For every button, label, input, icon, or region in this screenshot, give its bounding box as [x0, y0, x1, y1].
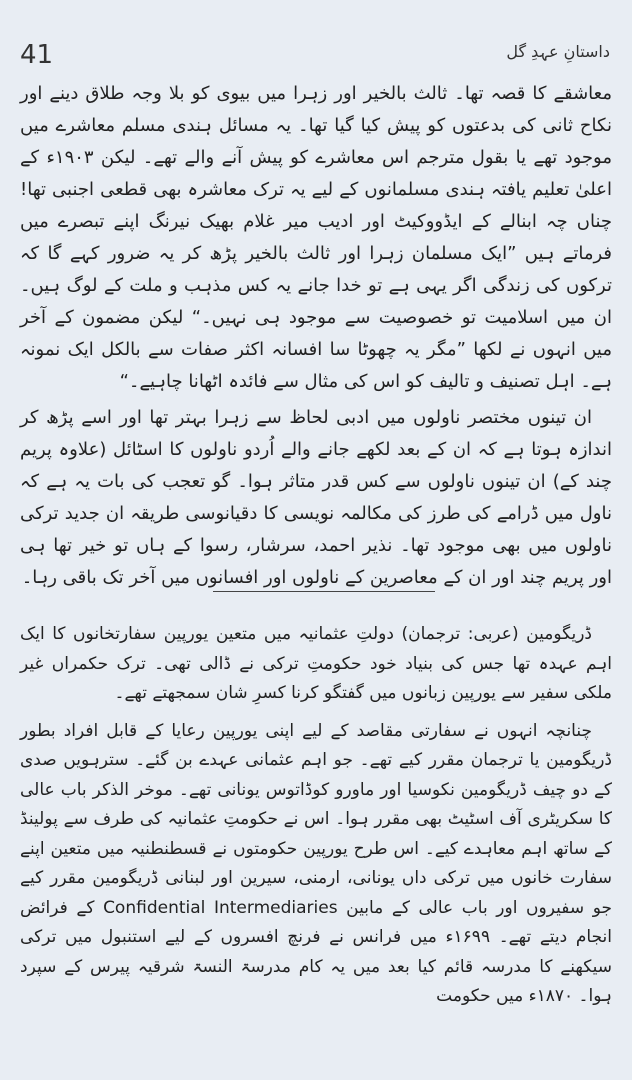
- page-number: 41: [20, 40, 54, 70]
- footnote-paragraph-2: چنانچہ انہوں نے سفارتی مقاصد کے لیے اپنی یورپین رعایا کے قابل افراد بطور ڈریگومین یا ترجمان مقرر کیے تھے۔ جو اہم عثمانی عہدے بن گئے۔ سترہویں صدی کے دو چیف ڈریگومین نکوسیا اور ماورو کوڈاتوس یونانی تھے۔ موخر الذکر باب عالی کا سکریٹری آف اسٹیٹ بھی مقرر ہوا۔ اس نے حکومتِ عثمانیہ کی طرف سے پولینڈ کے ساتھ اہم معاہدے کیے۔ اس طرح یورپین حکومتوں نے قسطنطنیہ میں متعین اپنے سفارت خانوں میں ترکی داں یونانی، ارمنی، سیرین اور لبنانی ڈریگومین مقرر کیے جو سفیروں اور باب عالی کے مابین Confidential Intermediaries کے فرائض انجام دیتے تھے۔ ۱۶۹۹ء میں فرانس نے فرنچ افسروں کے لیے استنبول میں ترکی سیکھنے کا مدرسہ قائم کیا بعد میں یہ کام مدرسۃ النسۃ شرقیہ پیرس کے سپرد ہوا۔ ۱۸۷۰ء میں حکومت: [20, 720, 613, 1006]
- footnote: [20, 620, 612, 1020]
- main-text: [20, 78, 612, 598]
- main-paragraph-1: معاشقے کا قصہ تھا۔ ثالث بالخیر اور زہرا میں بیوی کو بلا وجہ طلاق دینے اور نکاح ثانی کی بدعتوں کو پیش کیا گیا تھا۔ یہ مسائل ہندی مسلم معاشرے میں موجود تھے یا بقول مترجم اس معاشرے کو پیش آنے والے تھے۔ لیکن ۱۹۰۳ء کے اعلیٰ تعلیم یافتہ ہندی مسلمانوں کے لیے یہ ترک معاشرہ بھی قطعی اجنبی تھا! چناں چہ ابنالے کے ایڈووکیٹ اور ادیب میر غلام بھیک نیرنگ اپنے تبصرے میں فرماتے ہیں ”ایک مسلمان زہرا اور ثالث بالخیر پڑھ کر یہ ضرور کہے گا کہ ترکوں کی زندگی اگر یہی ہے تو خدا جانے یہ کس مذہب و ملت کے لوگ ہیں۔ ان میں اسلامیت تو خصوصیت سے موجود ہی نہیں۔“ لیکن مضمون کے آخر میں انہوں نے لکھا ”مگر یہ چھوٹا سا افسانہ اکثر صفات سے بالکل ایک نمونہ ہے۔ اہل تصنیف و تالیف کو اس کی مثال سے فائدہ اٹھانا چاہیے۔“: [20, 83, 612, 392]
- footnote-paragraph-1: ڈریگومین (عربی: ترجمان) دولتِ عثمانیہ میں متعین یورپین سفارتخانوں کا ایک اہم عہدہ تھا جس کی بنیاد خود حکومتِ ترکی نے ڈالی تھی۔ ترک حکمراں غیر ملکی سفیر سے یورپین زبانوں میں گفتگو کرنا کسرِ شان سمجھتے تھے۔: [20, 624, 612, 703]
- footnote-divider: [213, 591, 435, 592]
- main-paragraph-2: ان تینوں مختصر ناولوں میں ادبی لحاظ سے زہرا بہتر تھا اور اسے پڑھ کر اندازہ ہوتا ہے کہ ان کے بعد لکھے جانے والے اُردو ناولوں کا اسٹائل (علاوہ پریم چند کے) ان تینوں ناولوں سے کس قدر متاثر ہوا۔ گو تعجب کی بات یہ ہے کہ ناول میں ڈرامے کی طرز کی مکالمہ نویسی کا دقیانوسی طریقہ ان جدید ترکی ناولوں میں بھی موجود تھا۔ نذیر احمد، سرشار، رسوا کے ہاں تو خیر تھا ہی اور پریم چند اور ان کے معاصرین کے ناولوں اور افسانوں میں آخر تک باقی رہا۔: [20, 407, 612, 588]
- running-title: داستانِ عہدِ گل: [506, 42, 610, 61]
